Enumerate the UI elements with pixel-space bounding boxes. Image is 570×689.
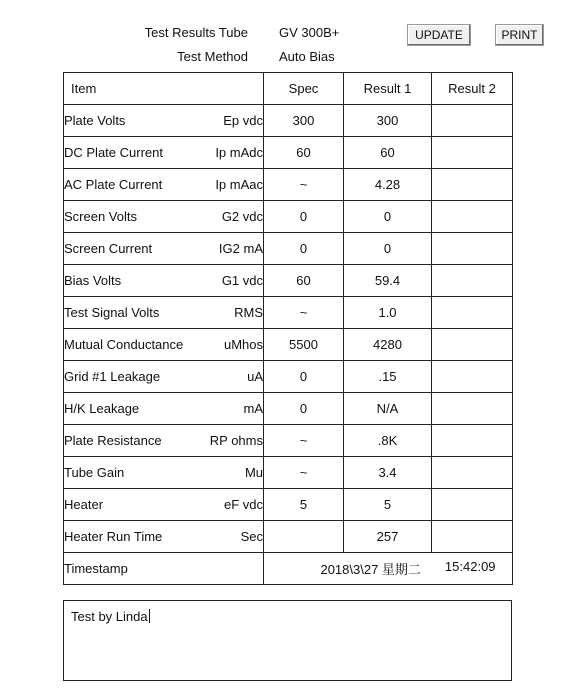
row-result-1-cell: 59.4	[344, 265, 432, 297]
column-header-result-2: Result 2	[432, 73, 513, 105]
row-item-cell	[64, 457, 264, 489]
timestamp-label: Timestamp	[64, 553, 264, 585]
row-item-name: Screen Volts	[64, 209, 137, 224]
table-row	[64, 329, 513, 361]
table-row	[64, 233, 513, 265]
row-item-cell	[64, 105, 264, 137]
row-item-unit: RP ohms	[209, 433, 263, 448]
row-spec-cell: 0	[264, 201, 344, 233]
row-item-unit: RMS	[234, 305, 263, 320]
row-spec-cell: ~	[264, 169, 344, 201]
timestamp-row	[64, 553, 513, 585]
row-result-1-cell: N/A	[344, 393, 432, 425]
row-result-2-cell	[432, 489, 513, 521]
row-item-cell	[64, 425, 264, 457]
row-item-cell	[64, 521, 264, 553]
row-result-2-cell	[432, 105, 513, 137]
row-result-2-cell	[432, 169, 513, 201]
row-result-1-cell: 3.4	[344, 457, 432, 489]
row-item-cell	[64, 137, 264, 169]
row-item-name: Test Signal Volts	[64, 305, 160, 320]
timestamp-date: 2018\3\27 星期二	[320, 562, 421, 577]
row-result-2-cell	[432, 329, 513, 361]
row-spec-cell: 0	[264, 393, 344, 425]
row-item-cell	[64, 265, 264, 297]
table-row	[64, 201, 513, 233]
row-result-2-cell	[432, 361, 513, 393]
row-result-2-cell	[432, 137, 513, 169]
row-item-cell	[64, 201, 264, 233]
row-spec-cell: 0	[264, 233, 344, 265]
table-row	[64, 137, 513, 169]
table-row	[64, 297, 513, 329]
row-item-cell	[64, 489, 264, 521]
row-spec-cell: 0	[264, 361, 344, 393]
row-result-2-cell	[432, 265, 513, 297]
column-header-result-1: Result 1	[344, 73, 432, 105]
row-result-1-cell: 0	[344, 201, 432, 233]
update-button[interactable]: UPDATE	[407, 24, 471, 46]
test-method-value: Auto Bias	[279, 49, 335, 64]
row-item-name: DC Plate Current	[64, 145, 163, 160]
print-button[interactable]: PRINT	[495, 24, 544, 46]
row-result-2-cell	[432, 425, 513, 457]
row-spec-cell: ~	[264, 457, 344, 489]
row-item-name: Mutual Conductance	[64, 337, 184, 352]
row-result-2-cell	[432, 457, 513, 489]
row-item-name: Tube Gain	[64, 465, 125, 480]
row-result-1-cell: 257	[344, 521, 432, 553]
row-result-1-cell: .8K	[344, 425, 432, 457]
notes-text: Test by Linda	[71, 609, 148, 624]
row-item-name: Heater Run Time	[64, 529, 163, 544]
row-result-2-cell	[432, 521, 513, 553]
timestamp-time: 15:42:09	[444, 559, 496, 574]
row-result-1-cell: 4280	[344, 329, 432, 361]
row-item-cell	[64, 361, 264, 393]
timestamp-value	[264, 553, 513, 585]
row-item-name: Plate Volts	[64, 113, 126, 128]
table-row	[64, 521, 513, 553]
row-result-1-cell: 5	[344, 489, 432, 521]
row-spec-cell	[264, 521, 344, 553]
row-result-1-cell: 4.28	[344, 169, 432, 201]
row-spec-cell: 60	[264, 265, 344, 297]
row-spec-cell: ~	[264, 425, 344, 457]
row-item-unit: G1 vdc	[221, 273, 263, 288]
row-spec-cell: 60	[264, 137, 344, 169]
row-item-name: H/K Leakage	[64, 401, 140, 416]
row-item-name: AC Plate Current	[64, 177, 163, 192]
notes-textarea[interactable]	[63, 600, 512, 681]
row-item-cell	[64, 329, 264, 361]
row-item-unit: Ip mAdc	[215, 145, 263, 160]
test-method-label: Test Method	[177, 49, 248, 64]
table-row	[64, 105, 513, 137]
table-row	[64, 457, 513, 489]
row-item-unit: Mu	[244, 465, 263, 480]
row-spec-cell: ~	[264, 297, 344, 329]
row-item-name: Grid #1 Leakage	[64, 369, 161, 384]
text-caret	[149, 609, 150, 623]
row-item-name: Plate Resistance	[64, 433, 162, 448]
row-item-unit: Ip mAac	[215, 177, 263, 192]
row-item-unit: IG2 mA	[218, 241, 263, 256]
test-results-label: Test Results Tube	[144, 25, 248, 40]
table-header-row	[64, 73, 513, 105]
row-item-name: Heater	[64, 497, 104, 512]
row-item-cell	[64, 169, 264, 201]
row-item-unit: eF vdc	[223, 497, 263, 512]
table-row	[64, 425, 513, 457]
row-item-name: Bias Volts	[64, 273, 122, 288]
row-result-2-cell	[432, 201, 513, 233]
row-spec-cell: 5	[264, 489, 344, 521]
tube-name-value: GV 300B+	[279, 25, 340, 40]
row-item-unit: Sec	[240, 529, 263, 544]
row-item-cell	[64, 393, 264, 425]
row-item-unit: uA	[247, 369, 263, 384]
row-result-1-cell: 300	[344, 105, 432, 137]
table-row	[64, 489, 513, 521]
row-item-unit: mA	[243, 401, 263, 416]
row-result-1-cell: 1.0	[344, 297, 432, 329]
table-row	[64, 169, 513, 201]
column-header-spec: Spec	[264, 73, 344, 105]
row-spec-cell: 5500	[264, 329, 344, 361]
row-item-cell	[64, 233, 264, 265]
row-result-2-cell	[432, 297, 513, 329]
row-result-2-cell	[432, 393, 513, 425]
row-item-unit: uMhos	[223, 337, 263, 352]
row-result-2-cell	[432, 233, 513, 265]
row-item-cell	[64, 297, 264, 329]
row-item-unit: G2 vdc	[221, 209, 263, 224]
results-table	[63, 72, 513, 585]
table-row	[64, 361, 513, 393]
row-result-1-cell: .15	[344, 361, 432, 393]
row-item-unit: Ep vdc	[223, 113, 263, 128]
row-item-name: Screen Current	[64, 241, 153, 256]
row-result-1-cell: 0	[344, 233, 432, 265]
table-row	[64, 265, 513, 297]
row-result-1-cell: 60	[344, 137, 432, 169]
row-spec-cell: 300	[264, 105, 344, 137]
table-row	[64, 393, 513, 425]
column-header-item: Item	[64, 73, 264, 105]
